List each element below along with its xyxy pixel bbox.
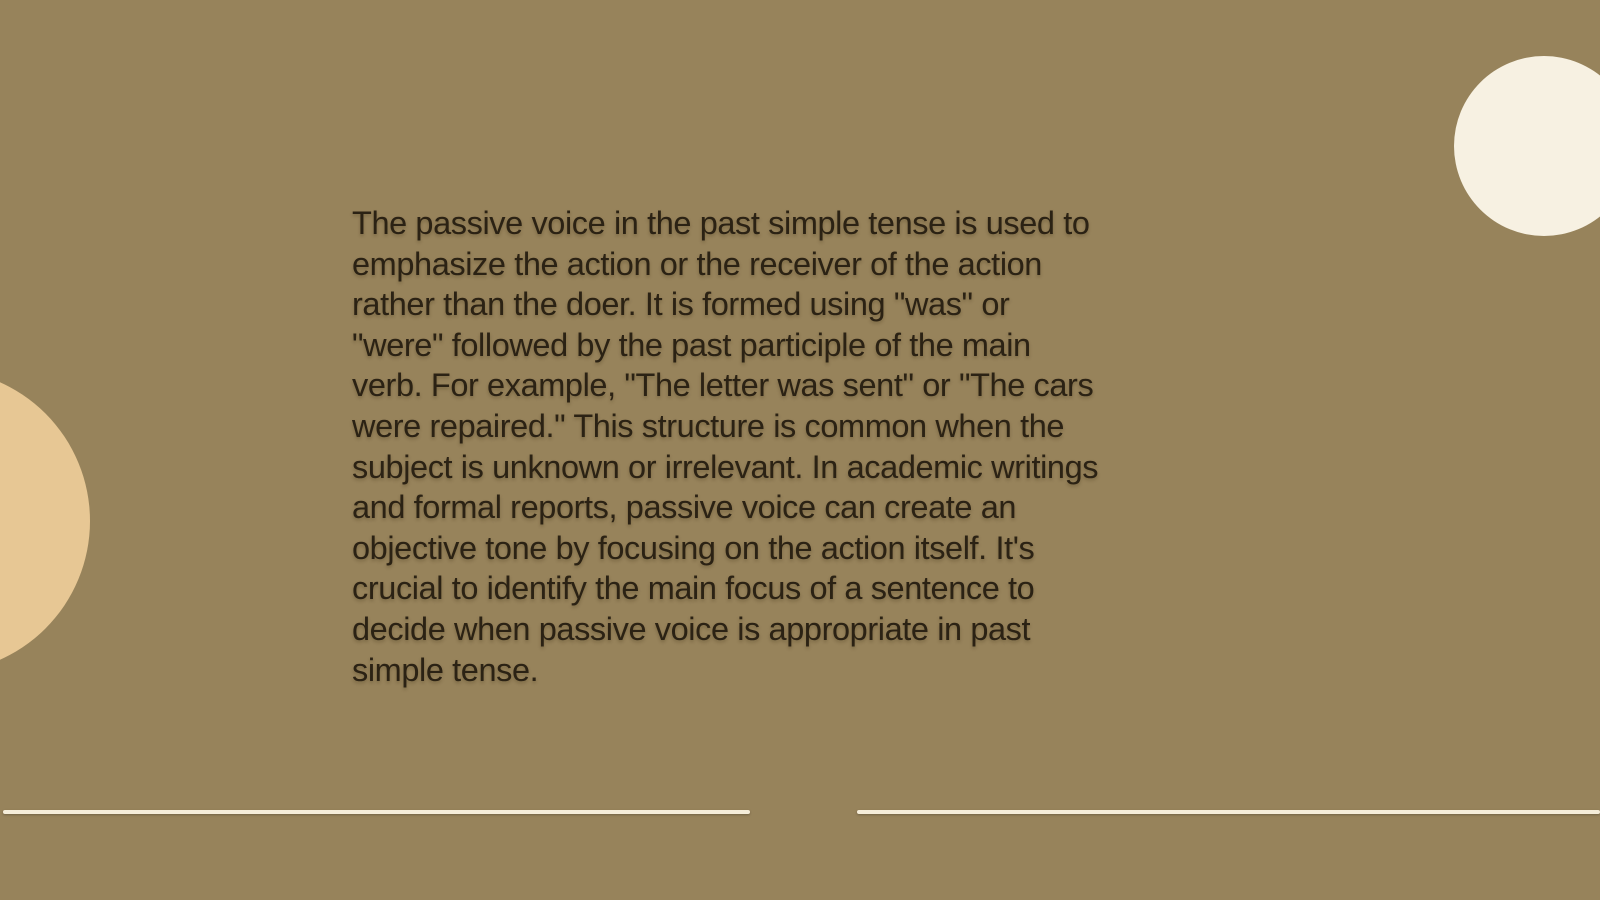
text-line: crucial to identify the main focus of a sentence to [352,570,1035,607]
text-line: verb. For example, "The letter was sent" or "The cars [352,367,1094,404]
divider-line-right [857,810,1600,814]
decorative-circle-left [0,369,90,673]
text-line: emphasize the action or the receiver of the action [352,245,1042,282]
body-text [352,203,1098,690]
text-line: rather than the doer. It is formed using "was" or [352,286,1010,323]
divider-line-left [3,810,750,814]
text-line: subject is unknown or irrelevant. In academic writings [352,448,1099,485]
decorative-circle-right [1454,56,1600,236]
text-line: simple tense. [352,651,539,688]
text-line: were repaired." This structure is common when the [352,407,1065,444]
text-line: The passive voice in the past simple tense is used to [352,205,1090,241]
text-line: objective tone by focusing on the action itself. It's [352,529,1035,566]
text-line: decide when passive voice is appropriate in past [352,610,1031,647]
text-line: and formal reports, passive voice can create an [352,489,1017,526]
text-line: "were" followed by the past participle of the main [352,326,1031,363]
